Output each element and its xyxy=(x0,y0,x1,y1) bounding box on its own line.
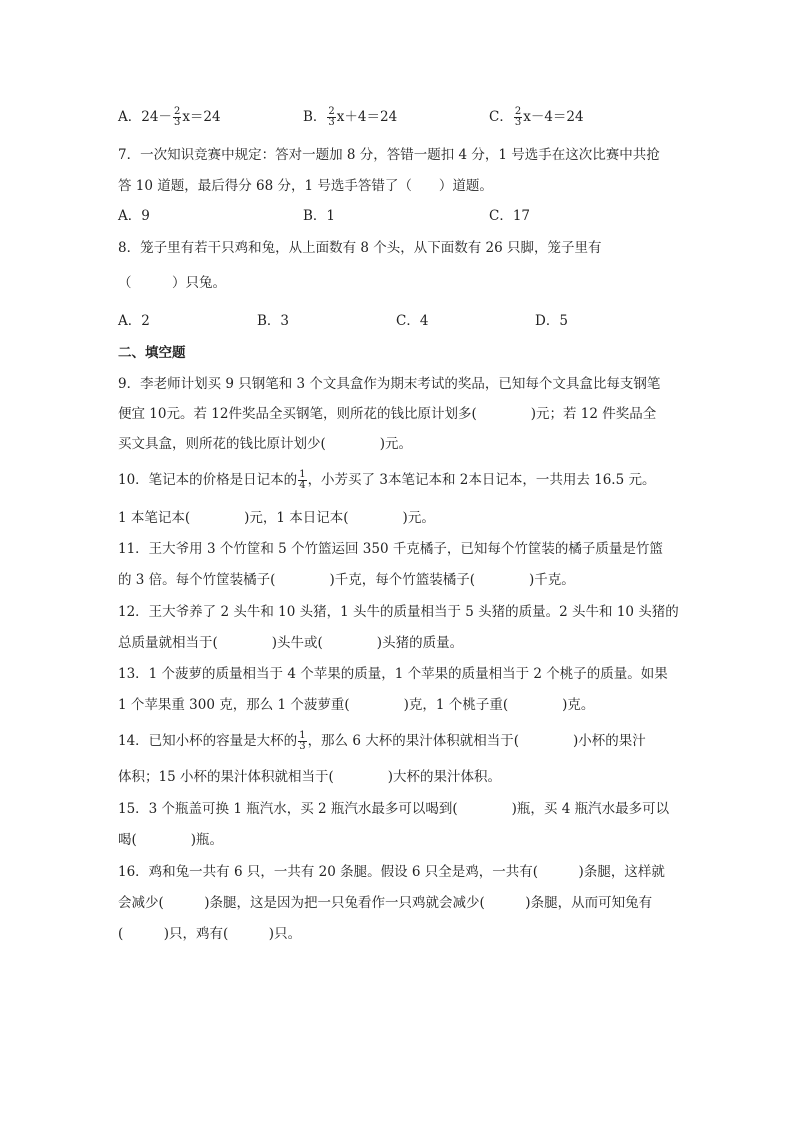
section-heading: 二、填空题 xyxy=(118,345,186,361)
q15-line-2: 喝( )瓶。 xyxy=(118,832,224,848)
q6-option-b-prefix: B． xyxy=(303,109,327,125)
q6-option-a[interactable] xyxy=(118,107,221,128)
q7-line-1: 7．一次知识竞赛中规定：答对一题加 8 分，答错一题扣 4 分，1 号选手在这次比赛中共抢 xyxy=(118,147,660,163)
q8-line-2: （ ）只兔。 xyxy=(118,275,226,291)
q6-option-c-suffix: x－4＝24 xyxy=(523,109,584,125)
q7-option-a[interactable]: A．9 xyxy=(118,208,150,224)
fraction-numerator: 2 xyxy=(328,106,335,117)
fraction xyxy=(327,107,335,128)
q13-line-1: 13．1 个菠萝的质量相当于 4 个苹果的质量，1 个苹果的质量相当于 2 个桃子的质量。如果 xyxy=(118,666,668,682)
fraction-denominator: 3 xyxy=(514,117,522,128)
fraction-numerator: 2 xyxy=(173,106,181,117)
q16-line-3: ( )只，鸡有( )只。 xyxy=(118,926,302,942)
fraction-denominator: 3 xyxy=(299,741,306,752)
q7-line-2: 答 10 道题，最后得分 68 分，1 号选手答错了（ ）道题。 xyxy=(118,178,493,194)
q6-option-b[interactable] xyxy=(303,107,397,128)
q9-line-3: 买文具盒，则所花的钱比原计划少( )元。 xyxy=(118,436,413,452)
q13-line-2: 1 个苹果重 300 克，那么 1 个菠萝重( )克，1 个桃子重( )克。 xyxy=(118,697,595,713)
q9-line-2: 便宜 10元。若 12件奖品全买钢笔，则所花的钱比原计划多( )元；若 12 件奖品全 xyxy=(118,406,657,422)
q14-text-pre: 14．已知小杯的容量是大杯的 xyxy=(118,733,298,749)
q8-option-c[interactable]: C．4 xyxy=(396,313,429,329)
q12-line-1: 12．王大爷养了 2 头牛和 10 头猪，1 头牛的质量相当于 5 头猪的质量。2 头牛和 10 头猪的 xyxy=(118,604,679,620)
q15-line-1: 15．3 个瓶盖可换 1 瓶汽水，买 2 瓶汽水最多可以喝到( )瓶，买 4 瓶汽水最多可以 xyxy=(118,801,670,817)
q11-line-1: 11．王大爷用 3 个竹筐和 5 个竹篮运回 350 千克橘子，已知每个竹筐装的橘子质量是竹篮 xyxy=(118,541,663,557)
fraction xyxy=(298,470,306,491)
q7-option-c[interactable]: C．17 xyxy=(489,208,531,224)
q12-line-2: 总质量就相当于( )头牛或( )头猪的质量。 xyxy=(118,635,464,651)
fraction-denominator: 3 xyxy=(328,117,335,128)
q14-line-2: 体积；15 小杯的果汁体积就相当于( )大杯的果汁体积。 xyxy=(118,769,502,785)
q6-option-c-prefix: C． xyxy=(489,109,513,125)
q16-line-1: 16．鸡和兔一共有 6 只，一共有 20 条腿。假设 6 只全是鸡，一共有( )条腿，这样就 xyxy=(118,864,665,880)
fraction-denominator: 3 xyxy=(173,117,181,128)
q9-line-1: 9．李老师计划买 9 只钢笔和 3 个文具盒作为期末考试的奖品，已知每个文具盒比每支钢笔 xyxy=(118,376,661,392)
fraction-numerator: 1 xyxy=(299,730,306,741)
q8-line-1: 8．笼子里有若干只鸡和兔，从上面数有 8 个头，从下面数有 26 只脚，笼子里有 xyxy=(118,240,602,256)
q6-option-a-prefix: A．24－ xyxy=(118,109,172,125)
fraction-denominator: 4 xyxy=(299,480,306,491)
q14-line-1 xyxy=(118,731,678,752)
fraction-numerator: 2 xyxy=(514,106,522,117)
q6-option-b-suffix: x＋4＝24 xyxy=(336,109,398,125)
fraction xyxy=(298,731,306,752)
fraction xyxy=(514,107,522,128)
q16-line-2: 会减少( )条腿，这是因为把一只兔看作一只鸡就会减少( )条腿，从而可知兔有 xyxy=(118,895,653,911)
q10-text-pre: 10．笔记本的价格是日记本的 xyxy=(118,472,298,488)
q8-option-b[interactable]: B．3 xyxy=(257,313,290,329)
q6-option-c[interactable] xyxy=(489,107,584,128)
q10-line-2: 1 本笔记本( )元，1 本日记本( )元。 xyxy=(118,510,435,526)
q8-option-a[interactable]: A．2 xyxy=(118,313,150,329)
q14-text-post: ，那么 6 大杯的果汁体积就相当于( )小杯的果汁 xyxy=(307,733,646,749)
q8-option-d[interactable]: D．5 xyxy=(535,313,568,329)
fraction xyxy=(173,107,181,128)
q11-line-2: 的 3 倍。每个竹筐装橘子( )千克，每个竹篮装橘子( )千克。 xyxy=(118,572,575,588)
q7-option-b[interactable]: B．1 xyxy=(303,208,336,224)
q10-text-post: ，小芳买了 3本笔记本和 2本日记本，一共用去 16.5 元。 xyxy=(307,472,656,488)
q10-line-1 xyxy=(118,470,678,491)
q6-option-a-suffix: x＝24 xyxy=(182,109,221,125)
fraction-numerator: 1 xyxy=(299,469,306,480)
